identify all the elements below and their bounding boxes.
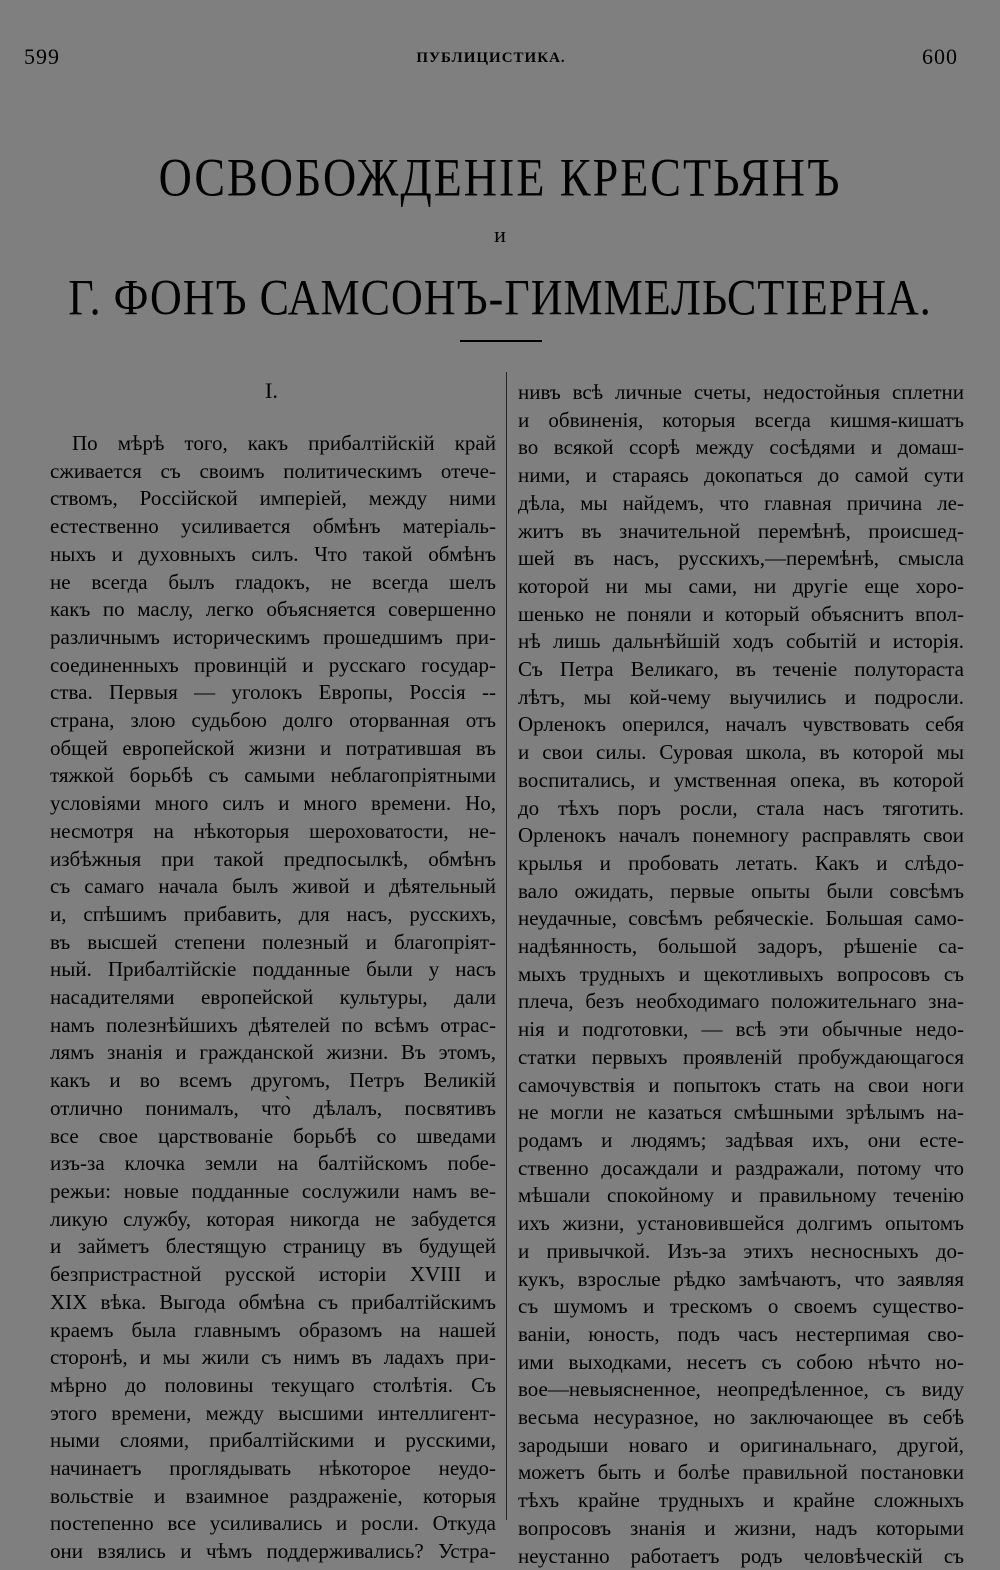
text-line: и займетъ блестящую страницу въ будущей bbox=[50, 1234, 496, 1259]
text-line: неустанно работаетъ родъ человѣческій съ bbox=[518, 1543, 964, 1568]
text-line: они взялись и чѣмъ поддерживались? Устра- bbox=[50, 1539, 496, 1564]
article-title-conjunction: и bbox=[494, 222, 506, 247]
text-line: плеча, безъ необходимаго положительнаго зна- bbox=[518, 989, 964, 1014]
text-line: несмотря на нѣкоторыя шероховатости, не- bbox=[50, 818, 496, 843]
article-title-line1: ОСВОБОЖДЕНІЕ КРЕСТЬЯНЪ bbox=[158, 147, 842, 208]
text-line: шенько не поняли и который объяснитъ впол- bbox=[518, 601, 964, 626]
text-line: постепенно все усиливались и росли. Откуда bbox=[50, 1511, 496, 1536]
text-line: не всегда былъ гладокъ, не всегда шелъ bbox=[50, 569, 496, 594]
text-line: различнымъ историческимъ прошедшимъ при- bbox=[50, 624, 496, 649]
text-line: По мѣрѣ того, какъ прибалтійскій край bbox=[72, 431, 496, 455]
text-line: можетъ быть и болѣе правильной постановки bbox=[518, 1460, 964, 1485]
text-line: и привычкой. Изъ-за этихъ несносныхъ до- bbox=[518, 1238, 964, 1263]
text-line: безпристрастной русской исторіи XVIII и bbox=[50, 1262, 496, 1287]
text-line: во всякой ссорѣ между сосѣдями и домаш- bbox=[518, 435, 964, 460]
text-line: статки первыхъ проявленій пробуждающагося bbox=[518, 1044, 964, 1069]
text-line: краемъ была главнымъ образомъ на нашей bbox=[50, 1317, 496, 1342]
text-line: ственно досаждали и раздражали, потому что bbox=[518, 1155, 964, 1180]
text-line: нѣ лишь дальнѣйшій ходъ событій и исторія. bbox=[518, 629, 964, 654]
text-line: надѣянность, большой задоръ, рѣшеніе са- bbox=[518, 934, 964, 959]
text-line: сживается съ своимъ политическимъ отече- bbox=[50, 458, 496, 483]
text-line: намъ полезнѣйшихъ дѣятелей по всѣмъ отрас- bbox=[50, 1012, 496, 1037]
column-divider bbox=[506, 372, 507, 1520]
text-line: какъ по маслу, легко объясняется совершенно bbox=[50, 597, 496, 622]
text-line: которой ни мы сами, ни другіе еще хоро- bbox=[518, 573, 964, 598]
text-line: вопросовъ знанія и жизни, надъ которыми bbox=[518, 1515, 964, 1540]
page-header bbox=[24, 44, 958, 76]
text-line: ствомъ, Россійской имперіей, между ними bbox=[50, 486, 496, 511]
text-line: страна, злою судьбою долго оторванная отъ bbox=[50, 708, 496, 733]
text-line: въ высшей степени полезный и благопріят- bbox=[50, 929, 496, 954]
page-number-right: 600 bbox=[922, 44, 958, 69]
text-line: вало ожидать, первые опыты были совсѣмъ bbox=[518, 878, 964, 903]
text-line: шей въ насъ, русскихъ,—перемѣнѣ, смысла bbox=[518, 546, 964, 571]
text-line: тяжкой борьбѣ съ самыми неблагопріятными bbox=[50, 763, 496, 788]
text-line: условіями много силъ и много времени. Но, bbox=[50, 791, 496, 816]
text-line: ними, и стараясь докопаться до самой сути bbox=[518, 463, 964, 488]
text-line: кукъ, взрослые рѣдко замѣчаютъ, что заявляя bbox=[518, 1266, 964, 1291]
text-line: общей европейской жизни и потратившая въ bbox=[50, 735, 496, 760]
text-line: какъ и во всемъ другомъ, Петръ Великій bbox=[50, 1068, 496, 1093]
text-line: ства. Первыя — уголокъ Европы, Россія -- bbox=[50, 680, 496, 705]
section-number: I. bbox=[265, 378, 278, 403]
right-column bbox=[518, 379, 964, 1570]
text-line: не могли не казаться смѣшными зрѣлымъ на- bbox=[518, 1100, 964, 1125]
text-line: мѣрно до половины текущаго столѣтія. Съ bbox=[50, 1372, 496, 1397]
text-line: житъ въ значительной перемѣнѣ, происшед- bbox=[518, 518, 964, 543]
text-line: Съ Петра Великаго, въ теченіе полутораста bbox=[518, 657, 964, 682]
text-line: и обвиненія, которыя всегда кишмя-кишатъ bbox=[518, 407, 964, 432]
text-line: начинаетъ проглядывать нѣкоторое неудо- bbox=[50, 1456, 496, 1481]
text-line: и, спѣшимъ прибавить, для насъ, русскихъ, bbox=[50, 901, 496, 926]
text-line: неудачные, совсѣмъ ребяческіе. Большая само- bbox=[518, 906, 964, 931]
text-line: съ самаго начала былъ живой и дѣятельный bbox=[50, 874, 496, 899]
text-line: этого времени, между высшими интеллигент- bbox=[50, 1400, 496, 1425]
text-line: лямъ знанія и гражданской жизни. Въ этомъ, bbox=[50, 1040, 496, 1065]
text-line: избѣжныя при такой предпосылкѣ, обмѣнъ bbox=[50, 846, 496, 871]
text-line: насадителями европейской культуры, дали bbox=[50, 985, 496, 1010]
text-line: крылья и пробовать летать. Какъ и слѣдо- bbox=[518, 850, 964, 875]
text-line: лѣтъ, мы кой-чему выучились и подросли. bbox=[518, 684, 964, 709]
text-line: все свое царствованіе борьбѣ со шведами bbox=[50, 1123, 496, 1148]
page-number-left: 599 bbox=[24, 44, 60, 69]
text-line: ими выходками, несетъ съ собою нѣчто но- bbox=[518, 1349, 964, 1374]
text-line: дѣла, мы найдемъ, что главная причина ле- bbox=[518, 490, 964, 515]
article-title-line2: Г. ФОНЪ САМСОНЪ-ГИММЕЛЬСТІЕРНА. bbox=[68, 269, 932, 326]
text-line: ными слоями, прибалтійскими и русскими, bbox=[50, 1428, 496, 1453]
text-line: сторонѣ, и мы жили съ нимъ въ ладахъ при- bbox=[50, 1345, 496, 1370]
text-line: ный. Прибалтійскіе подданные были у насъ bbox=[50, 957, 496, 982]
text-line: весьма несуразное, но заключающее въ себѣ bbox=[518, 1405, 964, 1430]
text-line: вое—невыясненное, неопредѣленное, съ виду bbox=[518, 1377, 964, 1402]
text-line: нія и подготовки, — всѣ эти обычные недо- bbox=[518, 1017, 964, 1042]
left-column bbox=[50, 430, 496, 1566]
text-line: родамъ и людямъ; задѣвая ихъ, они есте- bbox=[518, 1127, 964, 1152]
text-line: мѣшали спокойному и правильному теченію bbox=[518, 1183, 964, 1208]
text-line: ликую службу, которая никогда не забудется bbox=[50, 1206, 496, 1231]
text-line: тѣхъ крайне трудныхъ и крайне сложныхъ bbox=[518, 1488, 964, 1513]
text-line: съ шумомъ и трескомъ о своемъ существо- bbox=[518, 1294, 964, 1319]
text-line: соединенныхъ провинцій и русскаго государ- bbox=[50, 652, 496, 677]
title-rule bbox=[460, 340, 542, 342]
text-line: вольствіе и взаимное раздраженіе, которыя bbox=[50, 1483, 496, 1508]
text-line: режьи: новые подданные сослужили намъ ве- bbox=[50, 1178, 496, 1203]
text-line: нивъ всѣ личные счеты, недостойныя сплетни bbox=[518, 380, 964, 404]
text-line: ихъ жизни, установившейся долгимъ опытомъ bbox=[518, 1211, 964, 1236]
text-line: изъ-за клочка земли на балтійскомъ побе- bbox=[50, 1151, 496, 1176]
text-line: XIX вѣка. Выгода обмѣна съ прибалтійскимъ bbox=[50, 1289, 496, 1314]
text-line: самочувствія и попытокъ стать на свои ноги bbox=[518, 1072, 964, 1097]
text-line: мыхъ трудныхъ и щекотливыхъ вопросовъ съ bbox=[518, 961, 964, 986]
text-line: зародыши новаго и оригинальнаго, другой, bbox=[518, 1432, 964, 1457]
text-line: и свои силы. Суровая школа, въ которой мы bbox=[518, 740, 964, 765]
text-line: воспитались, и умственная опека, въ которой bbox=[518, 767, 964, 792]
text-line: отлично понималъ, что̀ дѣлалъ, посвятивъ bbox=[50, 1095, 496, 1120]
text-line: ныхъ и духовныхъ силъ. Что такой обмѣнъ bbox=[50, 541, 496, 566]
text-line: Орленокъ началъ понемногу расправлять свои bbox=[518, 823, 964, 848]
text-line: до тѣхъ поръ росли, стала насъ тяготить. bbox=[518, 795, 964, 820]
text-line: естественно усиливается обмѣнъ матеріаль- bbox=[50, 514, 496, 539]
running-head: ПУБЛИЦИСТИКА. bbox=[416, 50, 566, 66]
text-line: Орленокъ оперился, началъ чувствовать себя bbox=[518, 712, 964, 737]
text-line: ваніи, юность, подъ часъ нестерпимая сво- bbox=[518, 1321, 964, 1346]
